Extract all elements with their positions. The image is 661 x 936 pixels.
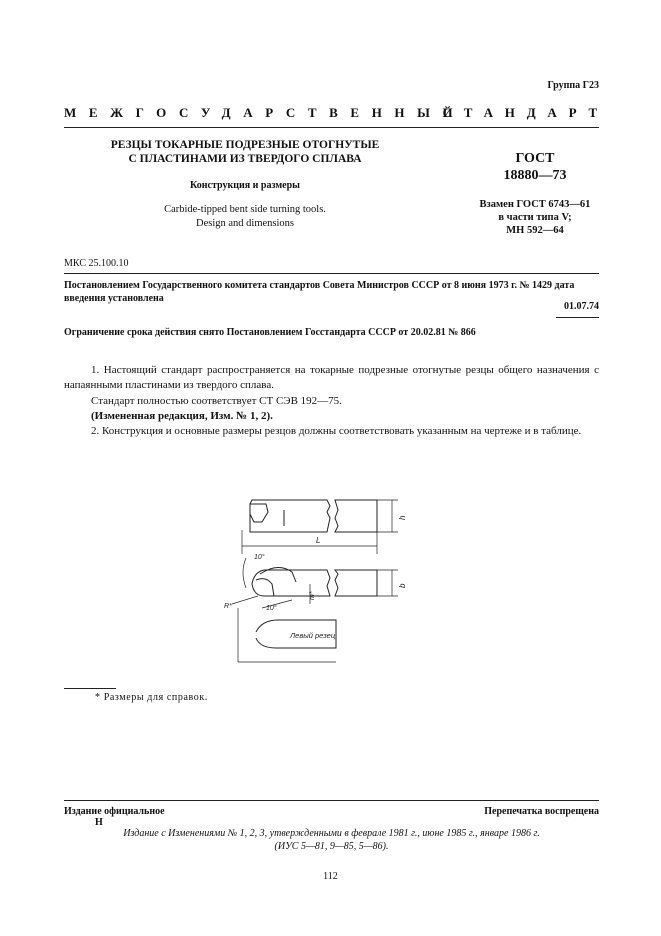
decree-text: Постановлением Государственного комитета стандартов Совета Министров СССР от 8 июня 1973 г. № 1429 дата введения установлена — [64, 280, 575, 304]
mks-code: МКС 25.100.10 — [64, 258, 129, 269]
limitation-text: Ограничение срока действия снято Постановлением Госстандарта СССР от 20.02.81 № 866 — [64, 327, 476, 338]
replaces-line1: Взамен ГОСТ 6743—61 — [479, 199, 591, 210]
paragraph-3: (Измененная редакция, Изм. № 1, 2). — [91, 409, 273, 422]
amendments-note — [64, 827, 599, 853]
dim-m-label: m* — [309, 591, 316, 600]
amendments-line1: Издание с Изменениями № 1, 2, 3, утвержденными в феврале 1981 г., июне 1985 г., январе 1986 г. — [123, 828, 540, 839]
title-subtitle: Конструкция и размеры — [190, 180, 300, 191]
replaces-line3: МН 592—64 — [506, 225, 564, 236]
mks-divider — [64, 273, 599, 274]
gost-block — [470, 150, 600, 237]
angle-bottom-label: 10° — [266, 605, 277, 612]
standard-type-left: МЕЖГОСУДАРСТВЕННЫЙ — [64, 105, 466, 120]
standard-type-right: СТАНДАРТ — [442, 105, 609, 120]
edition-label: Издание официальное — [64, 806, 165, 817]
top-view — [242, 500, 398, 554]
title-block — [95, 138, 395, 231]
gost-label: ГОСТ — [515, 151, 555, 166]
left-tool-label: Левый резец — [290, 631, 336, 640]
body-text — [64, 363, 599, 439]
title-ru-line2: С ПЛАСТИНАМИ ИЗ ТВЕРДОГО СПЛАВА — [128, 153, 362, 165]
amendments-line2: (ИУС 5—81, 9—85, 5—86). — [274, 841, 389, 852]
paragraph-1: 1. Настоящий стандарт распространяется на токарные подрезные отогнутые резцы общего назначения с напаянными пластинами из твердого сплава. — [64, 364, 599, 392]
header-divider — [64, 127, 599, 128]
gost-number: 18880—73 — [503, 168, 567, 183]
footnote-rule — [64, 688, 116, 689]
dim-h-label: h — [398, 515, 407, 520]
edition-mark: Н — [95, 817, 103, 828]
group-code: Группа Г23 — [547, 80, 599, 91]
effective-date: 01.07.74 — [564, 301, 599, 312]
paragraph-4: 2. Конструкция и основные размеры резцов должны соответствовать указанным на чертеже и в таблице. — [91, 425, 582, 438]
title-en-line1: Carbide-tipped bent side turning tools. — [164, 204, 326, 215]
reprint-notice: Перепечатка воспрещена — [484, 806, 599, 817]
tool-drawing — [222, 492, 422, 672]
dim-L-label: L — [316, 536, 321, 545]
angle-top-label: 10° — [254, 554, 265, 561]
radius-label: R* — [224, 603, 232, 610]
date-underline — [556, 317, 599, 318]
footer-divider — [64, 800, 599, 801]
page-number: 112 — [323, 871, 338, 882]
replaces-line2: в части типа V; — [498, 212, 572, 223]
title-en-line2: Design and dimensions — [196, 218, 294, 229]
title-ru-line1: РЕЗЦЫ ТОКАРНЫЕ ПОДРЕЗНЫЕ ОТОГНУТЫЕ — [110, 139, 380, 151]
paragraph-2: Стандарт полностью соответствует СТ СЭВ 192—75. — [91, 394, 342, 407]
dim-b-label: b — [398, 583, 407, 588]
footnote: * Размеры для справок. — [95, 692, 208, 703]
